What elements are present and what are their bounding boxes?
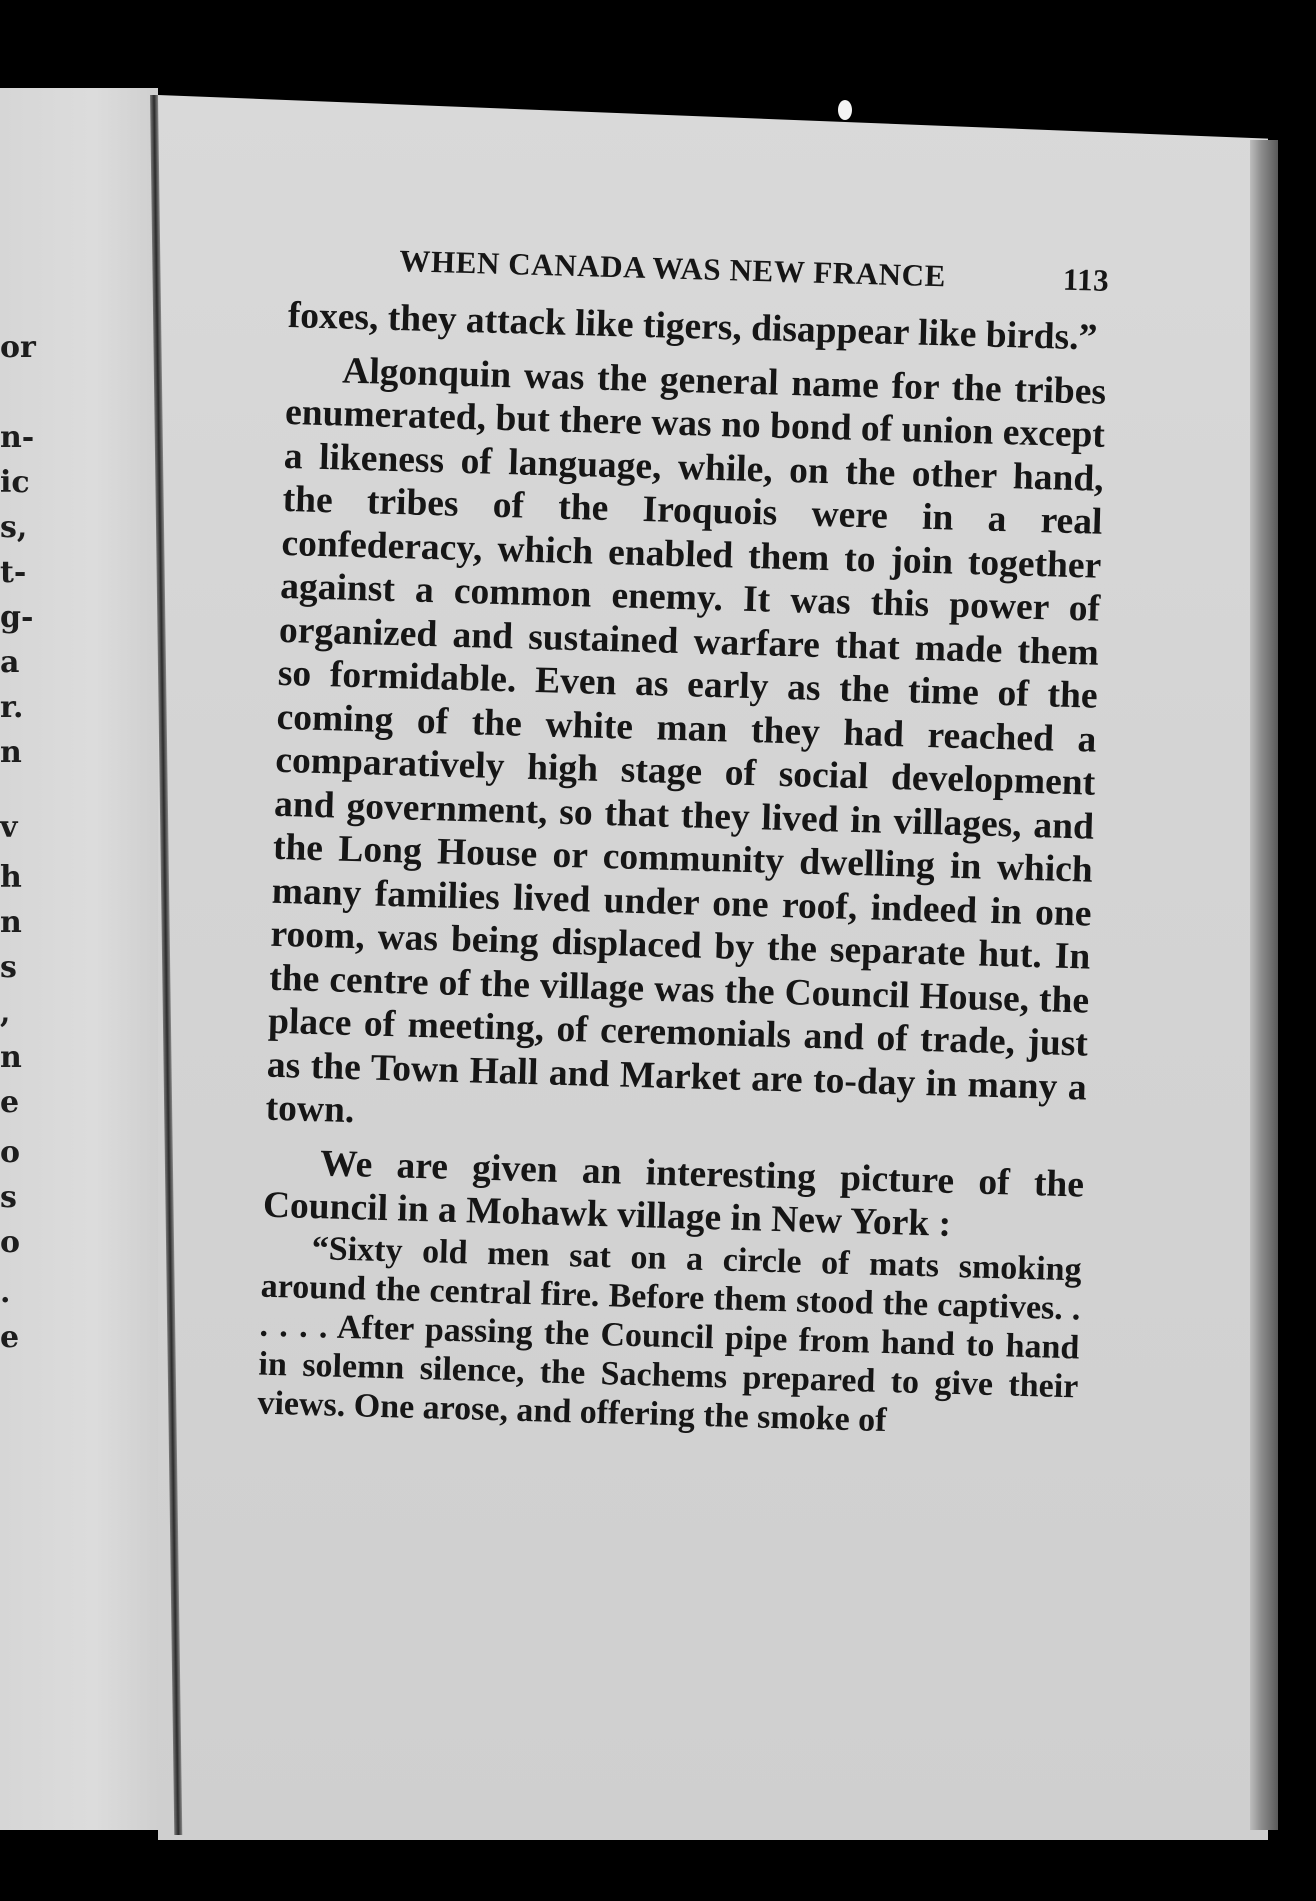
left-page-fragment: e [0, 1085, 20, 1120]
left-page-fragment: o [0, 1225, 21, 1260]
left-page-fragment: n [0, 1040, 22, 1075]
left-page-fragment: ic [0, 465, 30, 500]
paragraph-algonquin: Algonquin was the general name for the tribes enumerated, but there was no bond of union except a likeness of language, while, on the other hand, the tribes of the Iroquois were in a real confederacy, which enabled them to join together against a common enemy. It was this power of organized and sustained warfare that made them so formidable. Even as early as the time of the coming of the white man they had reached a comparatively high stage of social development and government, so that they lived in villages, and the Long House or community dwelling in which many families lived under one roof, indeed in one room, was being displaced by the separate hut. In the centre of the village was the Council House, the place of meeting, of ceremonials and of trade, just as the Town Hall and Market are to-day in many a town. [265, 350, 1107, 1132]
left-page-fragment: n [0, 735, 22, 770]
running-head-title: WHEN CANADA WAS NEW FRANCE [398, 243, 947, 294]
left-page-fragment: r. [0, 690, 24, 725]
left-page-fragment: s [0, 1180, 17, 1215]
left-page-fragment: t- [0, 555, 27, 590]
page-text-block [257, 240, 1110, 1445]
left-page-fragment: h [0, 860, 22, 895]
page-edge [1250, 140, 1278, 1830]
left-page-fragment: n [0, 905, 22, 940]
page-number: 113 [1062, 261, 1110, 298]
left-page-fragment: , [0, 995, 11, 1030]
quotation-sixty-old-men: “Sixty old men sat on a circle of mats smoking around the central fire. Before them stood the captives. . . . . . After passing the Council pipe from hand to hand in solemn silence, the Sachems prepared to give their views. One arose, and offering the smoke of [257, 1229, 1083, 1439]
paragraph-continuation: foxes, they attack like tigers, disappear like birds.” [287, 294, 1098, 359]
left-page-fragment: n- [0, 420, 35, 455]
left-page-fragment: . [0, 1275, 11, 1310]
left-page-fragment: o [0, 1135, 21, 1170]
body-text [257, 294, 1108, 1445]
left-page-fragment: s, [0, 510, 28, 545]
left-page-fragment: s [0, 950, 17, 985]
left-page-sliver [0, 88, 158, 1830]
left-page-fragment: e [0, 1320, 20, 1355]
paragraph-council: We are given an interesting picture of the Council in a Mohawk village in New York : [262, 1142, 1085, 1245]
left-page-fragment: v [0, 810, 18, 845]
left-page-fragment: or [0, 330, 36, 365]
dust-speck [838, 100, 852, 120]
left-page-fragment: g- [0, 600, 34, 635]
left-page-fragment: a [0, 645, 20, 680]
